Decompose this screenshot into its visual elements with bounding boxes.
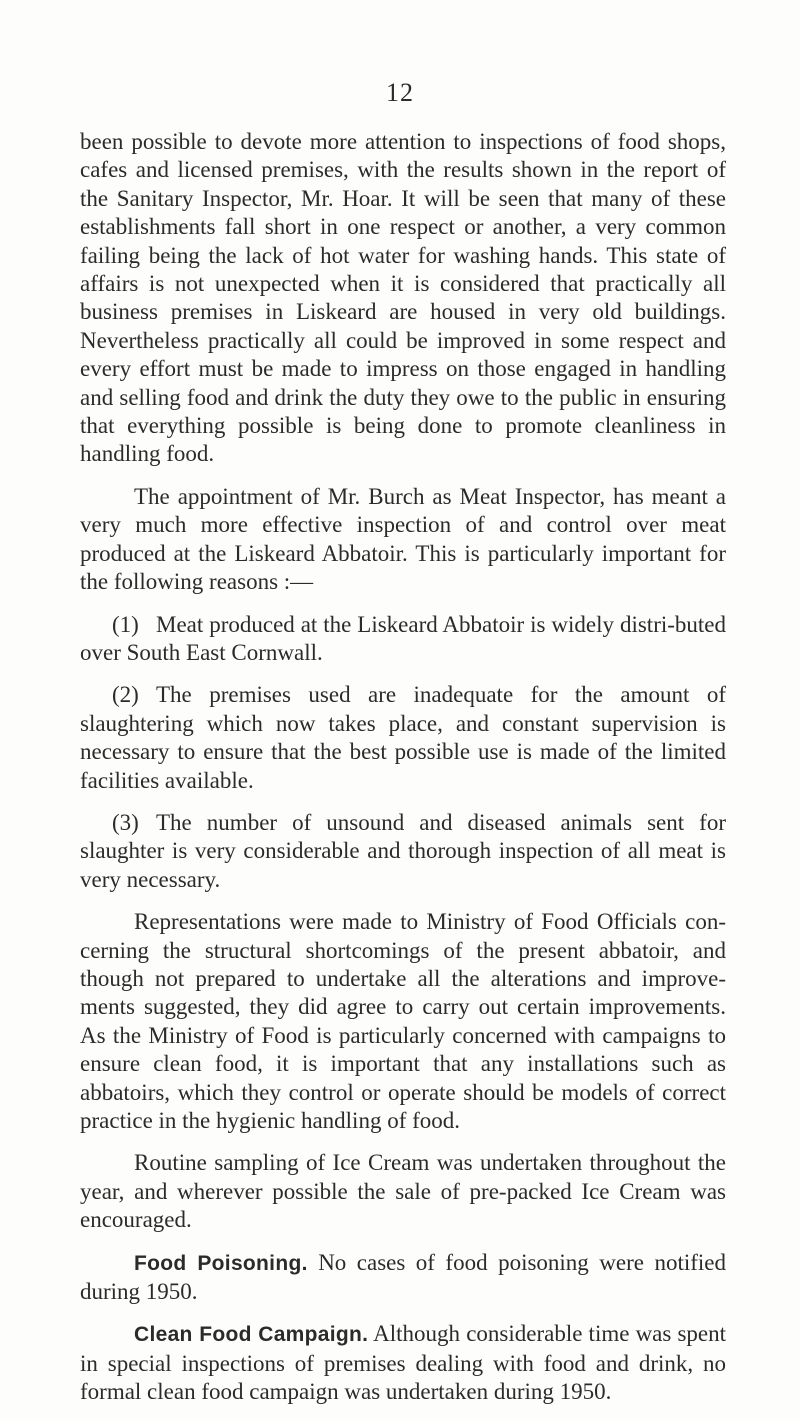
paragraph-meat-inspector: The appointment of Mr. Burch as Meat Inspector, has meant a very much more effective inspection of and control over meat produced at the Liskeard Abbatoir. This is particularly important for the following reasons :— bbox=[80, 483, 726, 595]
section-heading: Food Poisoning. bbox=[134, 1251, 308, 1275]
paragraph-inspections: been possible to devote more attention to inspections of food shops, cafes and licensed premises, with the results shown in the report of the Sanitary Inspector, Mr. Hoar. It will be seen that many of these establishments fall short in one respect or another, a very common failing being the lack of hot water for washing hands. This state of affairs is not unexpected when it is considered that practically all business premises in Liskeard are housed in very old buildings. Nevertheless practically all could be improved in some respect and every effort must be made to impress on those engaged in handling and selling food and drink the duty they owe to the public in ensuring that everything possible is being done to promote cleanliness in handling food. bbox=[80, 129, 726, 467]
report-body bbox=[80, 128, 726, 1421]
reason-item-2 bbox=[80, 681, 726, 795]
reason-text: The number of unsound and diseased animals sent for slaughter is very considerable and thorough inspection of all meat is very necessary. bbox=[80, 809, 726, 892]
paragraph-representations: Representations were made to Ministry of Food Officials con-cerning the structural shortcomings of the present abbatoir, and though not prepared to undertake all the alterations and improve-ments suggested, they did agree to carry out certain improvements. As the Ministry of Food is particularly concerned with campaigns to ensure clean food, it is important that any installations such as abbatoirs, which they control or operate should be models of correct practice in the hygienic handling of food. bbox=[80, 909, 726, 1133]
reason-number: (2) bbox=[112, 682, 139, 708]
reason-text: Meat produced at the Liskeard Abbatoir is widely distri-buted over South East Cornwall. bbox=[80, 611, 726, 665]
page-number: 12 bbox=[386, 78, 414, 107]
section-text: No cases of food poisoning were notified during 1950. bbox=[80, 1249, 726, 1305]
reason-item-1 bbox=[80, 611, 726, 668]
section-heading: Clean Food Campaign. bbox=[134, 1323, 369, 1347]
reason-text: The premises used are inadequate for the amount of slaughtering which now takes place, and constant supervision is necessary to ensure that the best possible use is made of the limited facilities available. bbox=[80, 682, 726, 793]
section-food-poisoning bbox=[80, 1249, 726, 1307]
reason-item-3 bbox=[80, 809, 726, 894]
reason-number: (1) bbox=[112, 611, 139, 637]
paragraph-ice-cream: Routine sampling of Ice Cream was undertaken throughout the year, and wherever possible the sale of pre-packed Ice Cream was encouraged. bbox=[80, 1150, 726, 1233]
reason-number: (3) bbox=[112, 809, 139, 835]
section-text: Although considerable time was spent in special inspections of premises dealing with food and drink, no formal clean food campaign was undertaken during 1950. bbox=[80, 1321, 727, 1405]
section-clean-food-campaign bbox=[80, 1320, 726, 1406]
